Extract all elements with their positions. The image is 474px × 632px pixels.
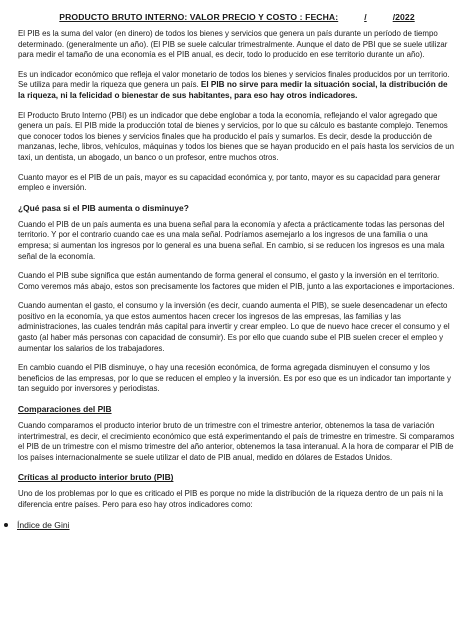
bullet-icon <box>4 523 8 527</box>
paragraph-indicator-text: Es un indicador económico que refleja el valor monetario de todos los bienes y servicios finales producidos por un territorio. Se utiliza para medir la riqueza que genera un país. <box>18 69 450 90</box>
paragraph-indicator-emphasis: El PIB no sirve para medir la situación social, la distribución de la riqueza, ni la felicidad o bienestar de sus habitantes, para eso hay otros indicadores. <box>18 80 448 100</box>
paragraph-definition: El PIB es la suma del valor (en dinero) de todos los bienes y servicios que genera un país durante un período de tiempo determinado. (generalmente un año). (El PIB se suele calcular trimestralmente. Aunque el dato de PBI que se suele utilizar para medir el tamaño de una economía es el PIB anual, es decir, todo lo producido en ese territorio durante un año). <box>18 29 448 60</box>
title-text: PRODUCTO BRUTO INTERNO: VALOR PRECIO Y COSTO : FECHA: <box>59 12 339 22</box>
document-title <box>18 12 456 22</box>
paragraph-comparisons: Cuando comparamos el producto interior bruto de un trimestre con el trimestre anterior, obtenemos la tasa de variación intertrimestral, es decir, el crecimiento económico que está experimentando el país de trimestre en trimestre. Si comparamos el PIB de un trimestre con el mismo trimestre del año anterior, obtenemos la tasa interanual. A la hora de comparar el PIB de los países internacionalmente se suele utilizar el dato de PIB anual, medido en dólares de Estados Unidos. <box>18 421 455 462</box>
list-item-gini <box>4 520 456 530</box>
paragraph-criticism: Uno de los problemas por lo que es criticado el PIB es porque no mide la distribución de la riqueza dentro de un país ni la diferencia entre países. Pero para eso hay otros indicadores como: <box>18 489 444 509</box>
paragraph-pib-increase: Cuando el PIB de un país aumenta es una buena señal para la economía y afecta a prácticamente todas las personas del territorio. Y por el contrario cuando cae es una mala señal. Podríamos asemejarlo a los ingresos de una familia o una empresa; si aumentan los ingresos por lo general es una buena señal. En cambio, si se reducen los ingresos es una mala señal de la economía. <box>18 219 445 261</box>
paragraph-capacity: Cuanto mayor es el PIB de un país, mayor es su capacidad económica y, por tanto, mayor es su capacidad para generar empleo e inversión. <box>18 172 441 193</box>
paragraph-pbi-scope: El Producto Bruto Interno (PBI) es un indicador que debe englobar a toda la economía, reflejando el valor agregado que genera un país. El PIB mide la producción total de bienes y servicios, por lo que su cálculo es bastante complejo. Tenemos que conocer todos los bienes y servicios finales que ha producido el país y sumarlos. Es decir, desde la producción de manzanas, leche, libros, vehículos, máquinas y todos los bienes que se hayan producido en el país hasta los servicios de un taxi, un dentista, un abogado, un banco o un profesor, entre muchos otros. <box>18 110 454 162</box>
paragraph-pib-rises: Cuando el PIB sube significa que están aumentando de forma general el consumo, el gasto y la inversión en el territorio. Como veremos más abajo, estos son precisamente los factores que miden el PIB, junto a las exportaciones e importaciones. <box>18 271 455 291</box>
heading-criticism: Críticas al producto interior bruto (PIB) <box>18 472 174 483</box>
paragraph-indicator <box>18 70 456 102</box>
title-date-year: /2022 <box>392 12 415 22</box>
heading-pib-changes: ¿Qué pasa si el PIB aumenta o disminuye? <box>18 202 189 213</box>
heading-comparisons: Comparaciones del PIB <box>18 404 112 415</box>
title-date-slash: / <box>364 12 367 22</box>
paragraph-spending-effect: Cuando aumentan el gasto, el consumo y la inversión (es decir, cuando aumenta el PIB), se suele desencadenar un efecto positivo en la economía, ya que estos aumentos hacen crecer los ingresos de las empresas, las familias y las administraciones, las cuales tendrán más capital para invertir y crear empleo. Lo que de nuevo hace crecer el consumo y el gasto (al haber más personas con capacidad de consumir). Es por ello que cuando sube el PIB suelen crecer el empleo y aumentar los salarios de los trabajadores. <box>18 301 450 353</box>
list-item-gini-label: Índice de Gini <box>17 519 70 530</box>
paragraph-pib-decrease: En cambio cuando el PIB disminuye, o hay una recesión económica, de forma agregada disminuyen el consumo y los beneficios de las empresas, por lo que se reducen el empleo y la inversión. Es por eso que es un indicador tan importante y tan seguido por inversores y periodistas. <box>18 363 451 394</box>
